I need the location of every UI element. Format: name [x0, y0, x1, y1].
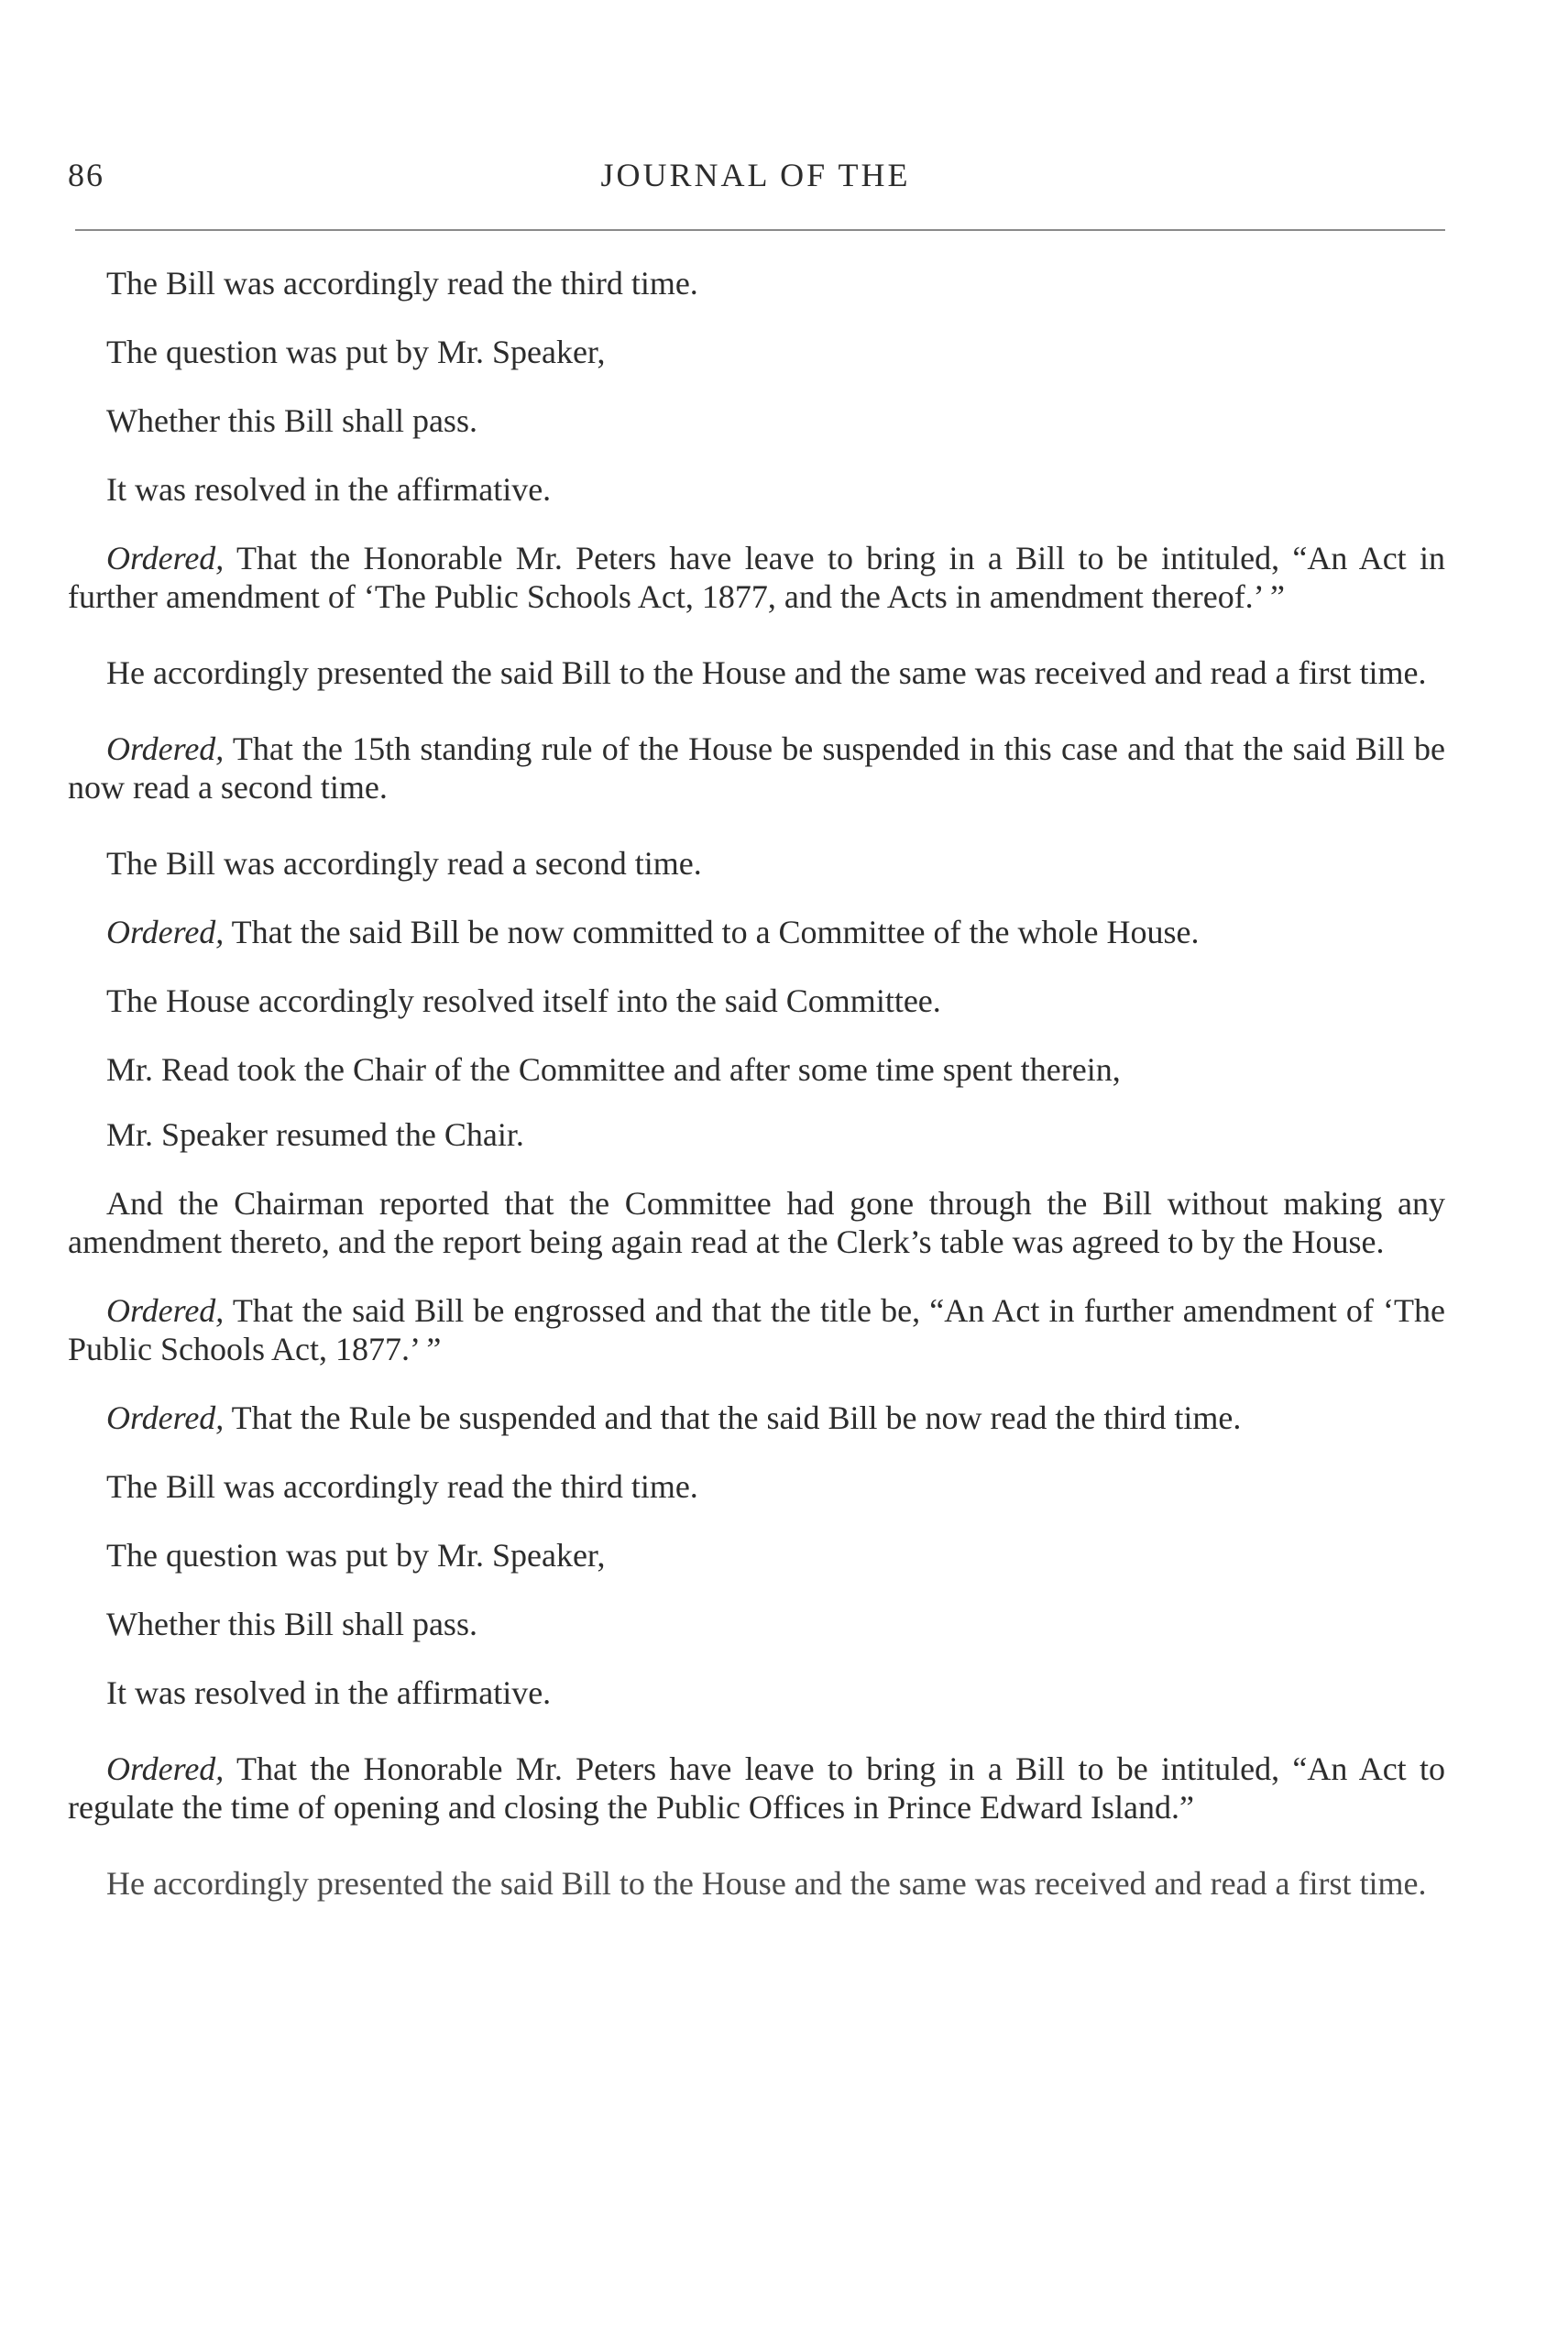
paragraph [68, 1399, 1445, 1437]
paragraph-text: The Bill was accordingly read the third time. [106, 265, 698, 302]
paragraph [68, 844, 1445, 883]
paragraph [68, 982, 1445, 1020]
running-head: JOURNAL OF THE [600, 157, 911, 193]
paragraph-text: And the Chairman reported that the Committee had gone through the Bill without making any amendment thereto, and the report being again read at the Clerk’s table was agreed to by the House. [68, 1185, 1445, 1260]
paragraph-text: He accordingly presented the said Bill to the House and the same was received and read a first time. [106, 1865, 1427, 1902]
ordered-lead: Ordered, [106, 1292, 225, 1329]
paragraph-text: That the Honorable Mr. Peters have leave to bring in a Bill to be intituled, “An Act in further amendment of ‘The Public Schools Act, 1877, and the Acts in amendment thereof.’ ” [68, 540, 1445, 615]
paragraph [68, 653, 1445, 692]
paragraph-text: That the said Bill be engrossed and that the title be, “An Act in further amendment of ‘The Public Schools Act, 1877.’ ” [68, 1292, 1445, 1367]
paragraph [68, 1864, 1445, 1903]
paragraph-text: Mr. Speaker resumed the Chair. [106, 1116, 524, 1153]
page-header [68, 156, 1443, 202]
paragraph [68, 730, 1445, 806]
paragraph-text: He accordingly presented the said Bill to the House and the same was received and read a first time. [106, 654, 1427, 691]
paragraph-text: The Bill was accordingly read a second time. [106, 845, 702, 882]
paragraph-text: Whether this Bill shall pass. [106, 1606, 477, 1642]
paragraph [68, 1536, 1445, 1574]
ordered-lead: Ordered, [106, 540, 225, 576]
paragraph [68, 333, 1445, 371]
paragraph [68, 1750, 1445, 1827]
paragraph [68, 401, 1445, 440]
paragraph-text: Mr. Read took the Chair of the Committee and after some time spent therein, [106, 1051, 1121, 1088]
paragraph-text: Whether this Bill shall pass. [106, 402, 477, 439]
paragraph-text: The question was put by Mr. Speaker, [106, 1537, 606, 1574]
ordered-lead: Ordered, [106, 730, 225, 767]
paragraph [68, 1605, 1445, 1643]
paragraph-text: That the said Bill be now committed to a Committee of the whole House. [224, 914, 1200, 950]
paragraph [68, 913, 1445, 951]
paragraph-text: The Bill was accordingly read the third time. [106, 1468, 698, 1505]
paragraph [68, 539, 1445, 616]
ordered-lead: Ordered, [106, 914, 225, 950]
ordered-lead: Ordered, [106, 1750, 225, 1787]
paragraph [68, 1467, 1445, 1506]
paragraph [68, 1673, 1445, 1712]
header-rule [75, 229, 1445, 231]
paragraph [68, 264, 1445, 302]
ordered-lead: Ordered, [106, 1399, 225, 1436]
paragraph [68, 1115, 1445, 1154]
paragraph-text: The House accordingly resolved itself into the said Committee. [106, 982, 941, 1019]
paragraph [68, 1291, 1445, 1368]
paragraph [68, 1050, 1445, 1089]
paragraph-text: That the Rule be suspended and that the said Bill be now read the third time. [224, 1399, 1242, 1436]
paragraph [68, 470, 1445, 509]
paragraph-text: That the Honorable Mr. Peters have leave to bring in a Bill to be intituled, “An Act to regulate the time of opening and closing the Public Offices in Prince Edward Island.” [68, 1750, 1445, 1826]
paragraph-text: The question was put by Mr. Speaker, [106, 334, 606, 370]
paragraph [68, 1184, 1445, 1261]
paragraph-text: It was resolved in the affirmative. [106, 1674, 552, 1711]
journal-body [68, 264, 1445, 1933]
page-number: 86 [68, 157, 104, 193]
paragraph-text: That the 15th standing rule of the House be suspended in this case and that the said Bill be now read a second time. [68, 730, 1445, 806]
paragraph-text: It was resolved in the affirmative. [106, 471, 552, 508]
